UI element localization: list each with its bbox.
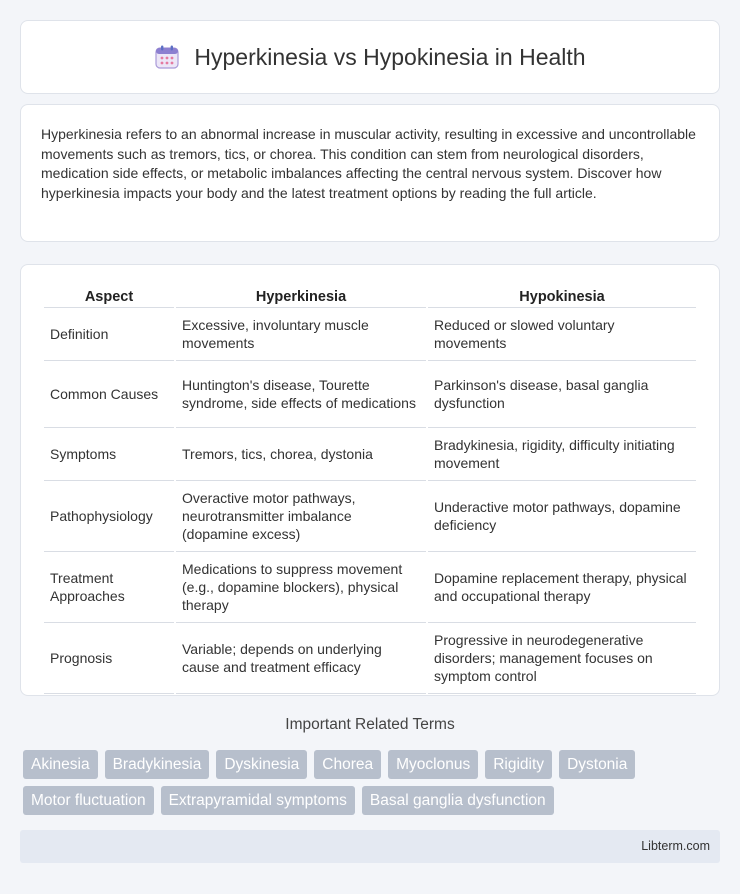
footer-site-link[interactable]: Libterm.com xyxy=(641,839,710,853)
tag-dystonia[interactable]: Dystonia xyxy=(559,750,635,779)
row-hyperkinesia: Overactive motor pathways, neurotransmitter imbalance (dopamine excess) xyxy=(176,481,426,552)
calendar-icon xyxy=(154,44,180,70)
related-terms-title: Important Related Terms xyxy=(285,716,455,733)
tag-rigidity[interactable]: Rigidity xyxy=(485,750,552,779)
header-hypokinesia: Hypokinesia xyxy=(428,285,696,308)
row-hypokinesia: Dopamine replacement therapy, physical and occupational therapy xyxy=(428,552,696,623)
page-title: Hyperkinesia vs Hypokinesia in Health xyxy=(194,43,586,70)
row-hyperkinesia: Excessive, involuntary muscle movements xyxy=(176,308,426,361)
row-hypokinesia: Bradykinesia, rigidity, difficulty initiating movement xyxy=(428,428,696,481)
header-aspect: Aspect xyxy=(44,285,174,308)
row-aspect: Common Causes xyxy=(44,361,174,428)
row-hypokinesia: Underactive motor pathways, dopamine deficiency xyxy=(428,481,696,552)
table-row xyxy=(44,428,696,481)
tag-dyskinesia[interactable]: Dyskinesia xyxy=(216,750,307,779)
row-aspect: Definition xyxy=(44,308,174,361)
footer xyxy=(20,830,720,863)
row-aspect: Prognosis xyxy=(44,623,174,694)
tag-akinesia[interactable]: Akinesia xyxy=(23,750,98,779)
tag-motor-fluctuation[interactable]: Motor fluctuation xyxy=(23,786,154,815)
table-header-row xyxy=(44,285,696,308)
table-row xyxy=(44,623,696,694)
intro-card xyxy=(20,104,720,242)
tag-chorea[interactable]: Chorea xyxy=(314,750,381,779)
table-row xyxy=(44,308,696,361)
comparison-table-card xyxy=(20,264,720,696)
table-row xyxy=(44,552,696,623)
tag-extrapyramidal-symptoms[interactable]: Extrapyramidal symptoms xyxy=(161,786,355,815)
row-aspect: Symptoms xyxy=(44,428,174,481)
table-row xyxy=(44,361,696,428)
row-hyperkinesia: Medications to suppress movement (e.g., dopamine blockers), physical therapy xyxy=(176,552,426,623)
row-hypokinesia: Progressive in neurodegenerative disorders; management focuses on symptom control xyxy=(428,623,696,694)
tag-myoclonus[interactable]: Myoclonus xyxy=(388,750,478,779)
row-hyperkinesia: Variable; depends on underlying cause and treatment efficacy xyxy=(176,623,426,694)
row-aspect: Pathophysiology xyxy=(44,481,174,552)
header-hyperkinesia: Hyperkinesia xyxy=(176,285,426,308)
header-card xyxy=(20,20,720,94)
related-terms-tags xyxy=(23,750,723,815)
table-row xyxy=(44,481,696,552)
row-hyperkinesia: Tremors, tics, chorea, dystonia xyxy=(176,428,426,481)
title-wrap xyxy=(154,44,585,71)
row-aspect: Treatment Approaches xyxy=(44,552,174,623)
row-hypokinesia: Parkinson's disease, basal ganglia dysfunction xyxy=(428,361,696,428)
tag-bradykinesia[interactable]: Bradykinesia xyxy=(105,750,210,779)
comparison-table xyxy=(42,285,698,694)
row-hyperkinesia: Huntington's disease, Tourette syndrome, side effects of medications xyxy=(176,361,426,428)
tag-basal-ganglia-dysfunction[interactable]: Basal ganglia dysfunction xyxy=(362,786,554,815)
intro-text: Hyperkinesia refers to an abnormal increase in muscular activity, resulting in excessive and uncontrollable movements such as tremors, tics, or chorea. This condition can stem from neurological disorders, medication side effects, or metabolic imbalances affecting the central nervous system. Discover how hyperkinesia impacts your body and the latest treatment options by reading the full article. xyxy=(41,126,696,201)
row-hypokinesia: Reduced or slowed voluntary movements xyxy=(428,308,696,361)
